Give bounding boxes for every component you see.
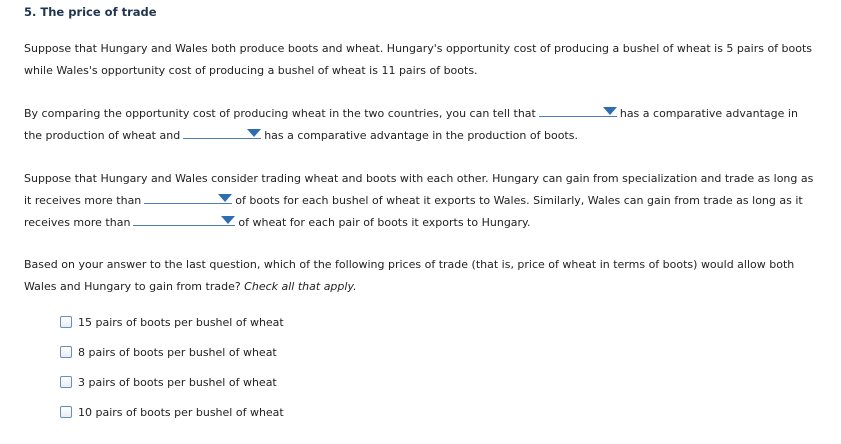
price-option-label: 8 pairs of boots per bushel of wheat bbox=[78, 346, 277, 359]
comparative-line-1-text: By comparing the opportunity cost of producing wheat in the two countries, you can tell that bbox=[24, 107, 536, 120]
comparative-line-2 bbox=[24, 125, 839, 147]
trade-line-2 bbox=[24, 190, 839, 212]
comparative-line-1 bbox=[24, 103, 839, 125]
prices-paragraph bbox=[24, 254, 839, 298]
trade-line-3 bbox=[24, 212, 839, 234]
price-option-3-boots[interactable] bbox=[60, 375, 277, 391]
trade-line-3-after: of wheat for each pair of boots it exports to Hungary. bbox=[238, 216, 531, 229]
check-all-instruction: Check all that apply. bbox=[244, 280, 357, 293]
chevron-down-icon bbox=[603, 107, 617, 115]
question-title: 5. The price of trade bbox=[24, 5, 157, 19]
country-dropdown-wheat[interactable] bbox=[539, 103, 617, 117]
trade-line-2-after: of boots for each bushel of wheat it exports to Wales. Similarly, Wales can gain from trade as long as it bbox=[235, 194, 803, 207]
trade-line-3-before: receives more than bbox=[24, 216, 131, 229]
comparative-line-2-after: has a comparative advantage in the production of boots. bbox=[264, 129, 578, 142]
price-option-8-boots[interactable] bbox=[60, 345, 277, 361]
prices-line-2-text: Wales and Hungary to gain from trade? bbox=[24, 280, 241, 293]
price-option-label: 15 pairs of boots per bushel of wheat bbox=[78, 316, 284, 329]
price-option-10-boots[interactable] bbox=[60, 405, 284, 421]
chevron-down-icon bbox=[247, 129, 261, 137]
intro-paragraph bbox=[24, 38, 839, 82]
price-option-label: 3 pairs of boots per bushel of wheat bbox=[78, 376, 277, 389]
comparative-line-2-text: the production of wheat and bbox=[24, 129, 181, 142]
comparative-paragraph bbox=[24, 103, 839, 147]
intro-line-1: Suppose that Hungary and Wales both produce boots and wheat. Hungary's opportunity cost of producing a bushel of wheat is 5 pairs of boots bbox=[24, 42, 813, 55]
checkbox[interactable] bbox=[60, 406, 72, 418]
chevron-down-icon bbox=[221, 216, 235, 224]
comparative-line-1-after: has a comparative advantage in bbox=[619, 107, 798, 120]
chevron-down-icon bbox=[218, 194, 232, 202]
prices-line-2 bbox=[24, 276, 839, 298]
boots-amount-dropdown[interactable] bbox=[144, 190, 232, 204]
price-option-label: 10 pairs of boots per bushel of wheat bbox=[78, 406, 284, 419]
prices-line-1: Based on your answer to the last question, which of the following prices of trade (that is, price of wheat in terms of boots) would allow both bbox=[24, 258, 795, 271]
wheat-amount-dropdown[interactable] bbox=[133, 212, 235, 226]
trade-line-1: Suppose that Hungary and Wales consider trading wheat and boots with each other. Hungary can gain from specialization and trade as long as bbox=[24, 172, 814, 185]
intro-line-2: while Wales's opportunity cost of producing a bushel of wheat is 11 pairs of boots. bbox=[24, 64, 478, 77]
checkbox[interactable] bbox=[60, 346, 72, 358]
trade-paragraph bbox=[24, 168, 839, 234]
checkbox[interactable] bbox=[60, 376, 72, 388]
checkbox[interactable] bbox=[60, 316, 72, 328]
trade-line-2-before: it receives more than bbox=[24, 194, 142, 207]
price-option-15-boots[interactable] bbox=[60, 315, 284, 331]
country-dropdown-boots[interactable] bbox=[183, 125, 261, 139]
